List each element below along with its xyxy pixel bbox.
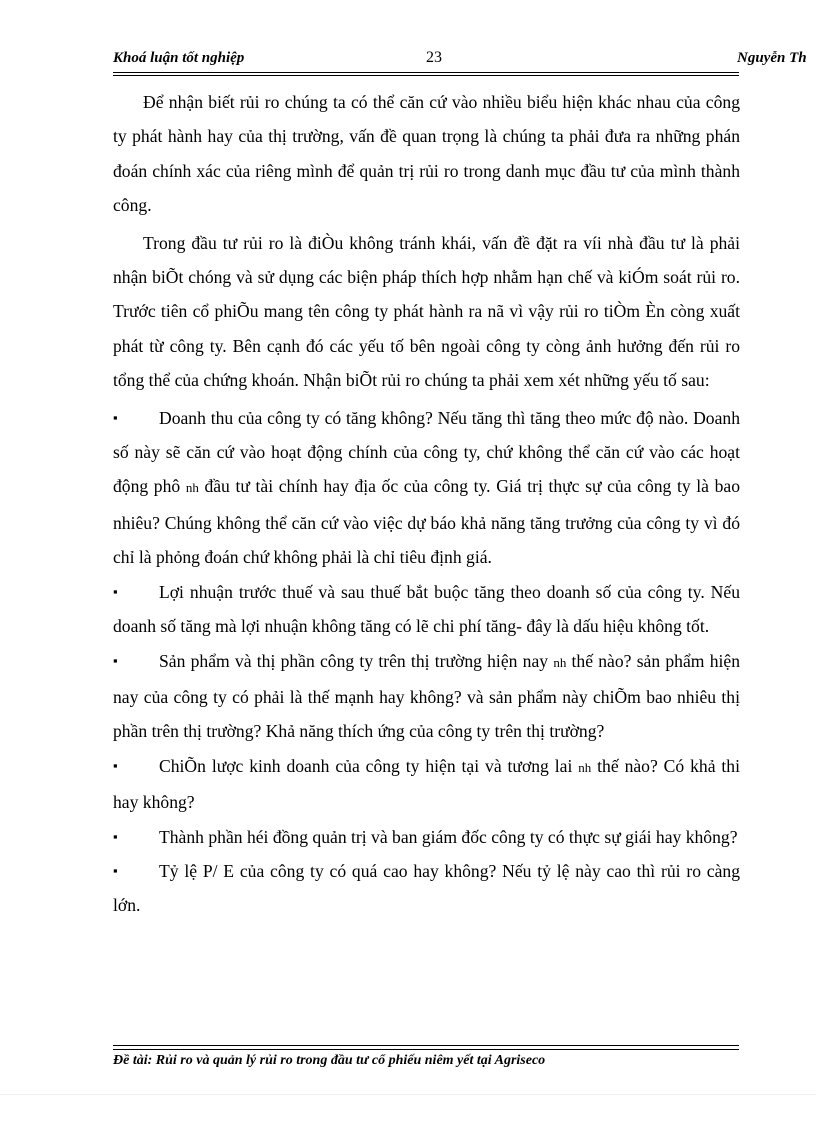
bullet-marker: ▪ bbox=[113, 828, 118, 844]
bullet-text-cont: đầu tư tài chính hay địa ốc của công ty. Giá trị thực sự của công ty là bao nhiêu? Chúng không thể căn cứ vào việc dự báo khả năng tăng trưởng của công ty vì đó chỉ là phỏng đoán chứ không phải là chỉ tiêu định giá. bbox=[113, 476, 740, 568]
bullet-marker: ▪ bbox=[113, 409, 118, 425]
bullet-text: ChiÕn lược kinh doanh của công ty hiện tại và tương lai bbox=[159, 755, 573, 776]
bullet-text: Sản phẩm và thị phần công ty trên thị trường hiện nay bbox=[159, 650, 549, 671]
bullet-item bbox=[113, 401, 740, 575]
bullet-marker: ▪ bbox=[113, 583, 118, 599]
bullet-sub-text: nh bbox=[185, 480, 199, 496]
bullet-item bbox=[113, 820, 740, 854]
bullet-text: Lợi nhuận trước thuế và sau thuế bắt buộc tăng theo doanh số của công ty. Nếu doanh số tăng mà lợi nhuận không tăng có lẽ chi phí tăng- đây là dấu hiệu không tốt. bbox=[113, 581, 740, 637]
page-bottom-line bbox=[0, 1094, 816, 1095]
page-number: 23 bbox=[426, 49, 442, 66]
header-title: Khoá luận tốt nghiệp bbox=[113, 50, 245, 66]
bullet-text: Doanh thu của công ty có tăng không? Nếu tăng thì tăng theo mức độ nào. Doanh số này sẽ căn cứ vào hoạt động chính của công ty, chứ không thể căn cứ vào các hoạt động phô bbox=[113, 407, 740, 497]
bullet-marker: ▪ bbox=[113, 652, 118, 668]
paragraph: Để nhận biết rủi ro chúng ta có thể căn cứ vào nhiều biểu hiện khác nhau của công ty phát hành hay của thị trường, vấn đề quan trọng là chúng ta phải đưa ra những phán đoán chính xác của riêng mình để quản trị rủi ro trong danh mục đầu tư của mình thành công. bbox=[113, 92, 740, 216]
bullet-item bbox=[113, 749, 740, 820]
bullet-text: Thành phần héi đồng quản trị và ban giám đốc công ty có thực sự giái hay không? bbox=[159, 826, 738, 847]
header-rule bbox=[113, 72, 739, 73]
header-rule-2 bbox=[113, 75, 739, 76]
bullet-item bbox=[113, 575, 740, 644]
body-text bbox=[113, 85, 740, 923]
footer-rule-2 bbox=[113, 1049, 739, 1050]
header-author: Nguyễn Th bbox=[737, 50, 807, 66]
bullet-sub-text: nh bbox=[578, 759, 592, 775]
paragraph: Trong đầu tư rủi ro là điÒu không tránh khái, vấn đề đặt ra víi nhà đầu tư là phải nhận biÕt chóng và sử dụng các biện pháp thích hợp nhằm hạn chế và kiÓm soát rủi ro. Trước tiên cổ phiÕu mang tên công ty phát hành ra nã vì vậy rủi ro tiÒm Èn còng xuất phát từ công ty. Bên cạnh đó các yếu tố bên ngoài công ty còng ảnh hưởng đến rủi ro tổng thể của chứng khoán. Nhận biÕt rủi ro chúng ta phải xem xét những yếu tố sau: bbox=[113, 232, 740, 391]
bullet-marker: ▪ bbox=[113, 862, 118, 878]
footer-topic: Đề tài: Rủi ro và quản lý rủi ro trong đầu tư cổ phiếu niêm yết tại Agriseco bbox=[113, 1053, 546, 1068]
bullet-sub-text: nh bbox=[553, 654, 567, 670]
bullet-marker: ▪ bbox=[113, 757, 118, 773]
bullet-text-cont: thế nào? sản phẩm hiện nay của công ty có phải là thế mạnh hay không? và sản phẩm này chiÕm bao nhiêu thị phần trên thị trường? Khả năng thích ứng của công ty trên thị trường? bbox=[113, 650, 740, 742]
footer-rule bbox=[113, 1045, 739, 1046]
bullet-item bbox=[113, 644, 740, 749]
bullet-text-cont: thế nào? Có khả thi hay không? bbox=[113, 755, 740, 813]
bullet-item bbox=[113, 854, 740, 923]
bullet-text: Tỷ lệ P/ E của công ty có quá cao hay không? Nếu tỷ lệ này cao thì rủi ro càng lớn. bbox=[113, 860, 740, 916]
